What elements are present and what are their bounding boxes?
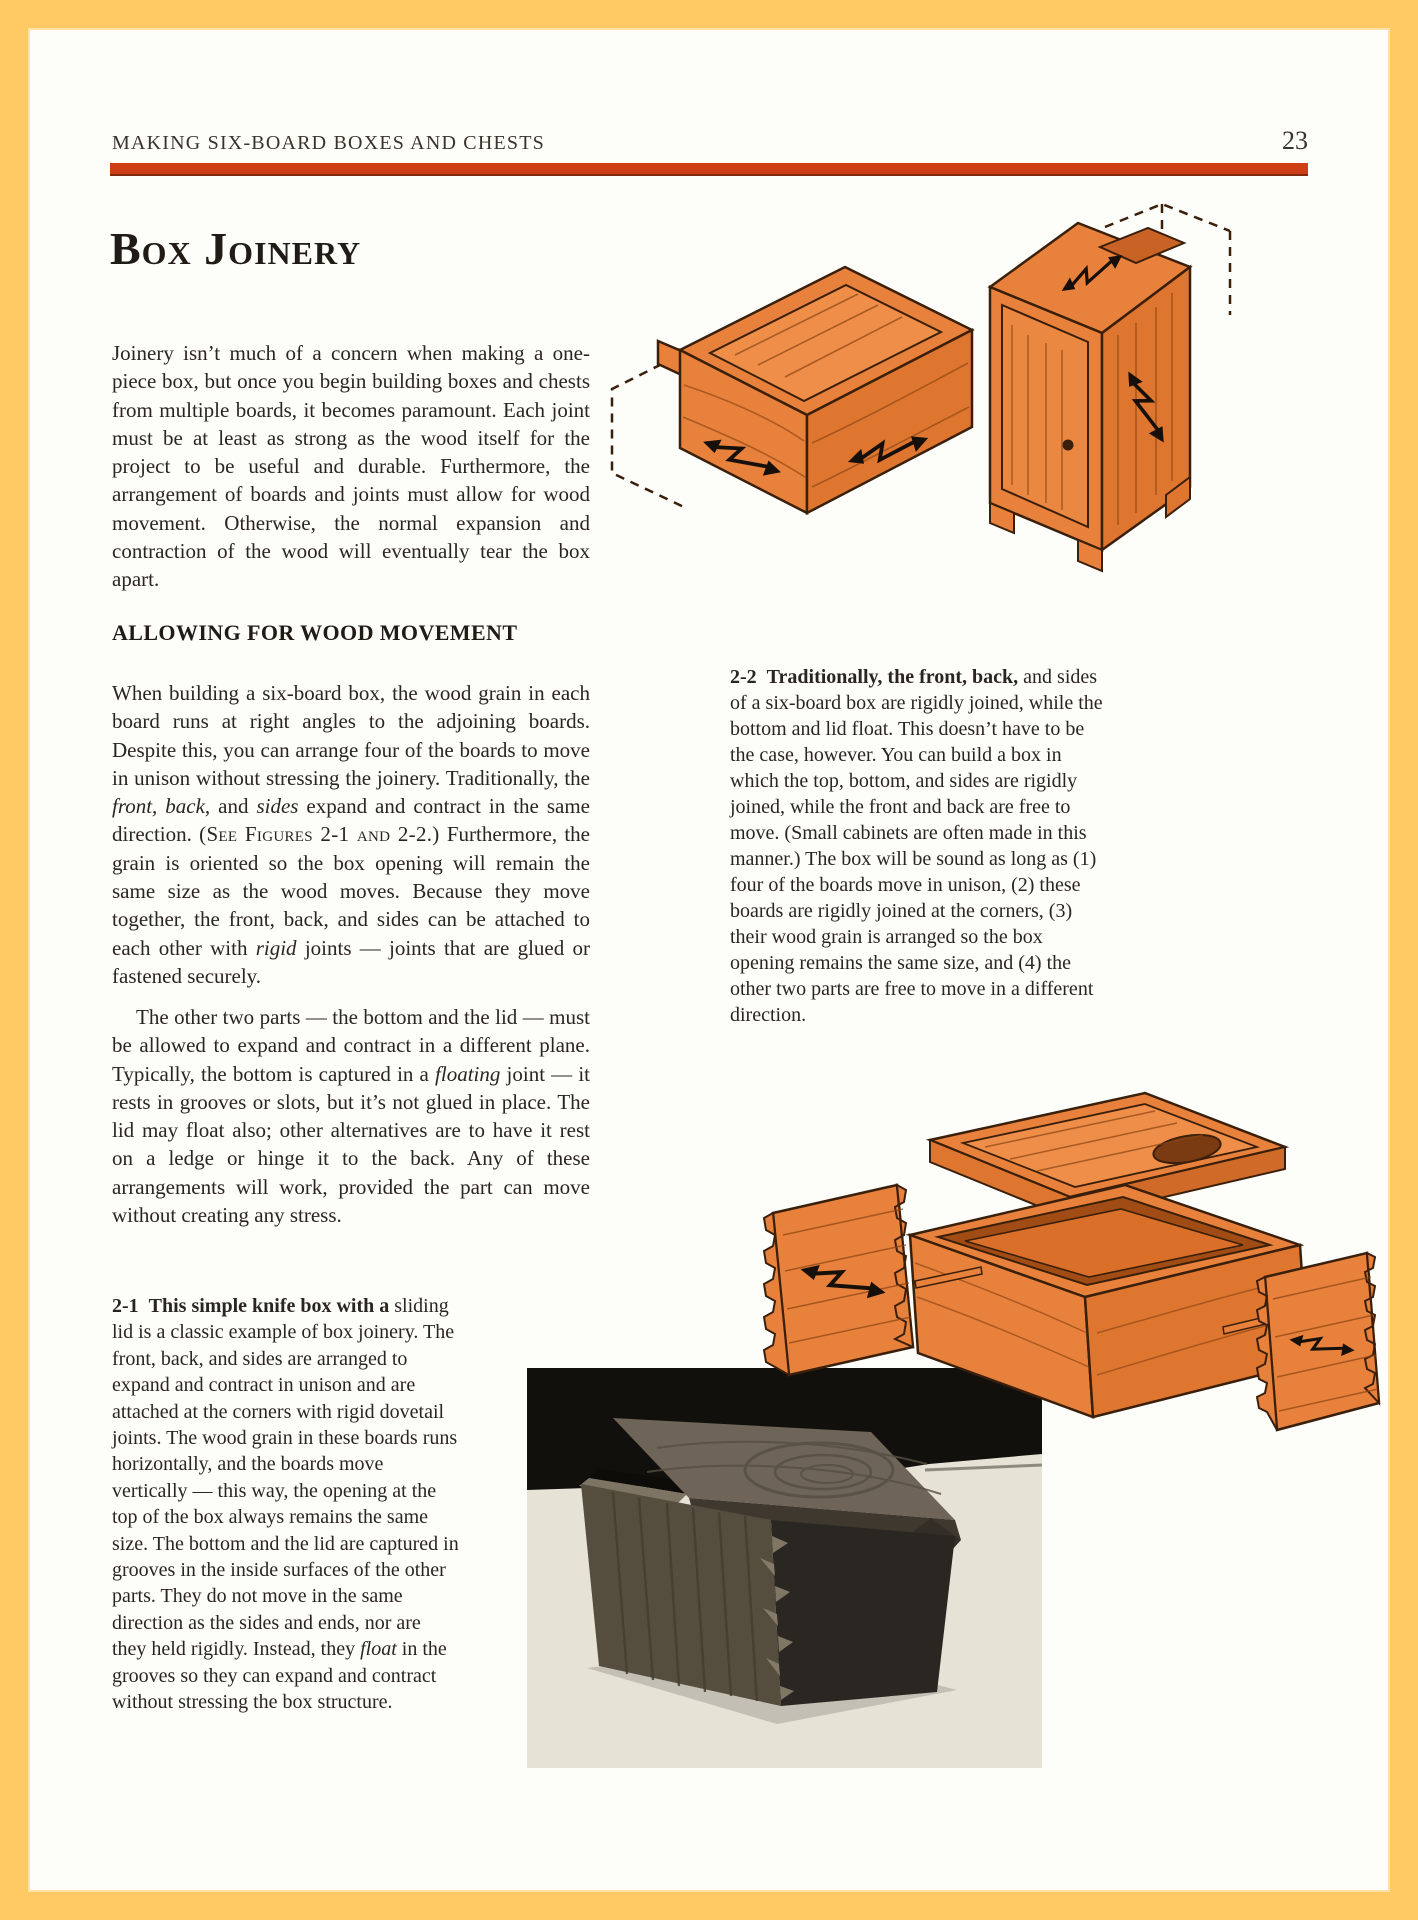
dovetail-panel-left <box>764 1185 913 1375</box>
chest-with-sliding-lid <box>612 267 972 513</box>
figure-2-1-illustration <box>725 1085 1385 1455</box>
cabinet-with-door <box>990 204 1230 571</box>
dashed-lid-path-outline <box>612 357 684 507</box>
page <box>30 30 1388 1890</box>
figure-2-2-illustration <box>600 195 1300 595</box>
figure-2-1-caption: 2-1 This simple knife box with a sliding lid is a classic example of box joinery. The front, back, and sides are arranged to expand and contract in unison and are attached at the corners with rigid dovetail joints. The wood grain in these boards runs horizontally, and the boards move vertically — this way, the opening at the top of the box always remains the same size. The bottom and the lid are captured in grooves in the inside surfaces of the other parts. They do not move in the same direction as the sides and ends, nor are they held rigidly. Instead, they float in the grooves so they can expand and contract without stressing the box structure. <box>112 1295 459 1714</box>
exploded-knife-box <box>764 1093 1379 1430</box>
dovetail-panel-right <box>1257 1253 1379 1430</box>
header-rule <box>110 163 1308 176</box>
figure-2-2-caption: 2-2 Traditionally, the front, back, and sides of a six-board box are rigidly joined, while the bottom and lid float. This doesn’t have to be the case, however. You can build a box in which the top, bottom, and sides are rigidly joined, while the front and back are free to move. (Small cabinets are often made in this manner.) The box will be sound as long as (1) four of the boards move in unison, (2) these boards are rigidly joined at the corners, (3) their wood grain is arranged so the box opening remains the same size, and (4) the other two parts are free to move in a different direction. <box>730 666 1103 1026</box>
section-heading: ALLOWING FOR WOOD MOVEMENT <box>112 620 518 645</box>
page-number: 23 <box>1282 126 1308 155</box>
running-head: MAKING SIX-BOARD BOXES AND CHESTS <box>112 132 545 154</box>
movement-paragraph-1: When building a six-board box, the wood grain in each board runs at right angles to the adjoining boards. Despite this, you can arrange four of the boards to move in unison without stressing the joinery. Traditionally, the front, back, and sides expand and contract in the same direction. (See Figures 2-1 and 2-2.) Furthermore, the grain is oriented so the box opening will remain the same size as the wood moves. Because they move together, the front, back, and sides can be attached to each other with rigid joints — joints that are glued or fastened securely. <box>112 681 590 988</box>
movement-paragraph-2: The other two parts — the bottom and the lid — must be allowed to expand and contract in a different plane. Typically, the bottom is captured in a floating joint — it rests in grooves or slots, but it’s not glued in place. The lid may float also; other alternatives are to have it rest on a ledge or hinge it to the back. Any of these arrangements will work, provided the part can move without creating any stress. <box>112 1005 590 1228</box>
running-head-row <box>112 126 1308 156</box>
page-title: Box Joinery <box>110 223 362 274</box>
door-knob <box>1063 440 1074 451</box>
intro-paragraph: Joinery isn’t much of a concern when making a one-piece box, but once you begin building boxes and chests from multiple boards, it becomes paramount. Each joint must be at least as strong as the wood itself for the project to be useful and durable. Furthermore, the arrangement of boards and joints must allow for wood movement. Otherwise, the normal expansion and contraction of the wood will eventually tear the box apart. <box>112 341 590 592</box>
